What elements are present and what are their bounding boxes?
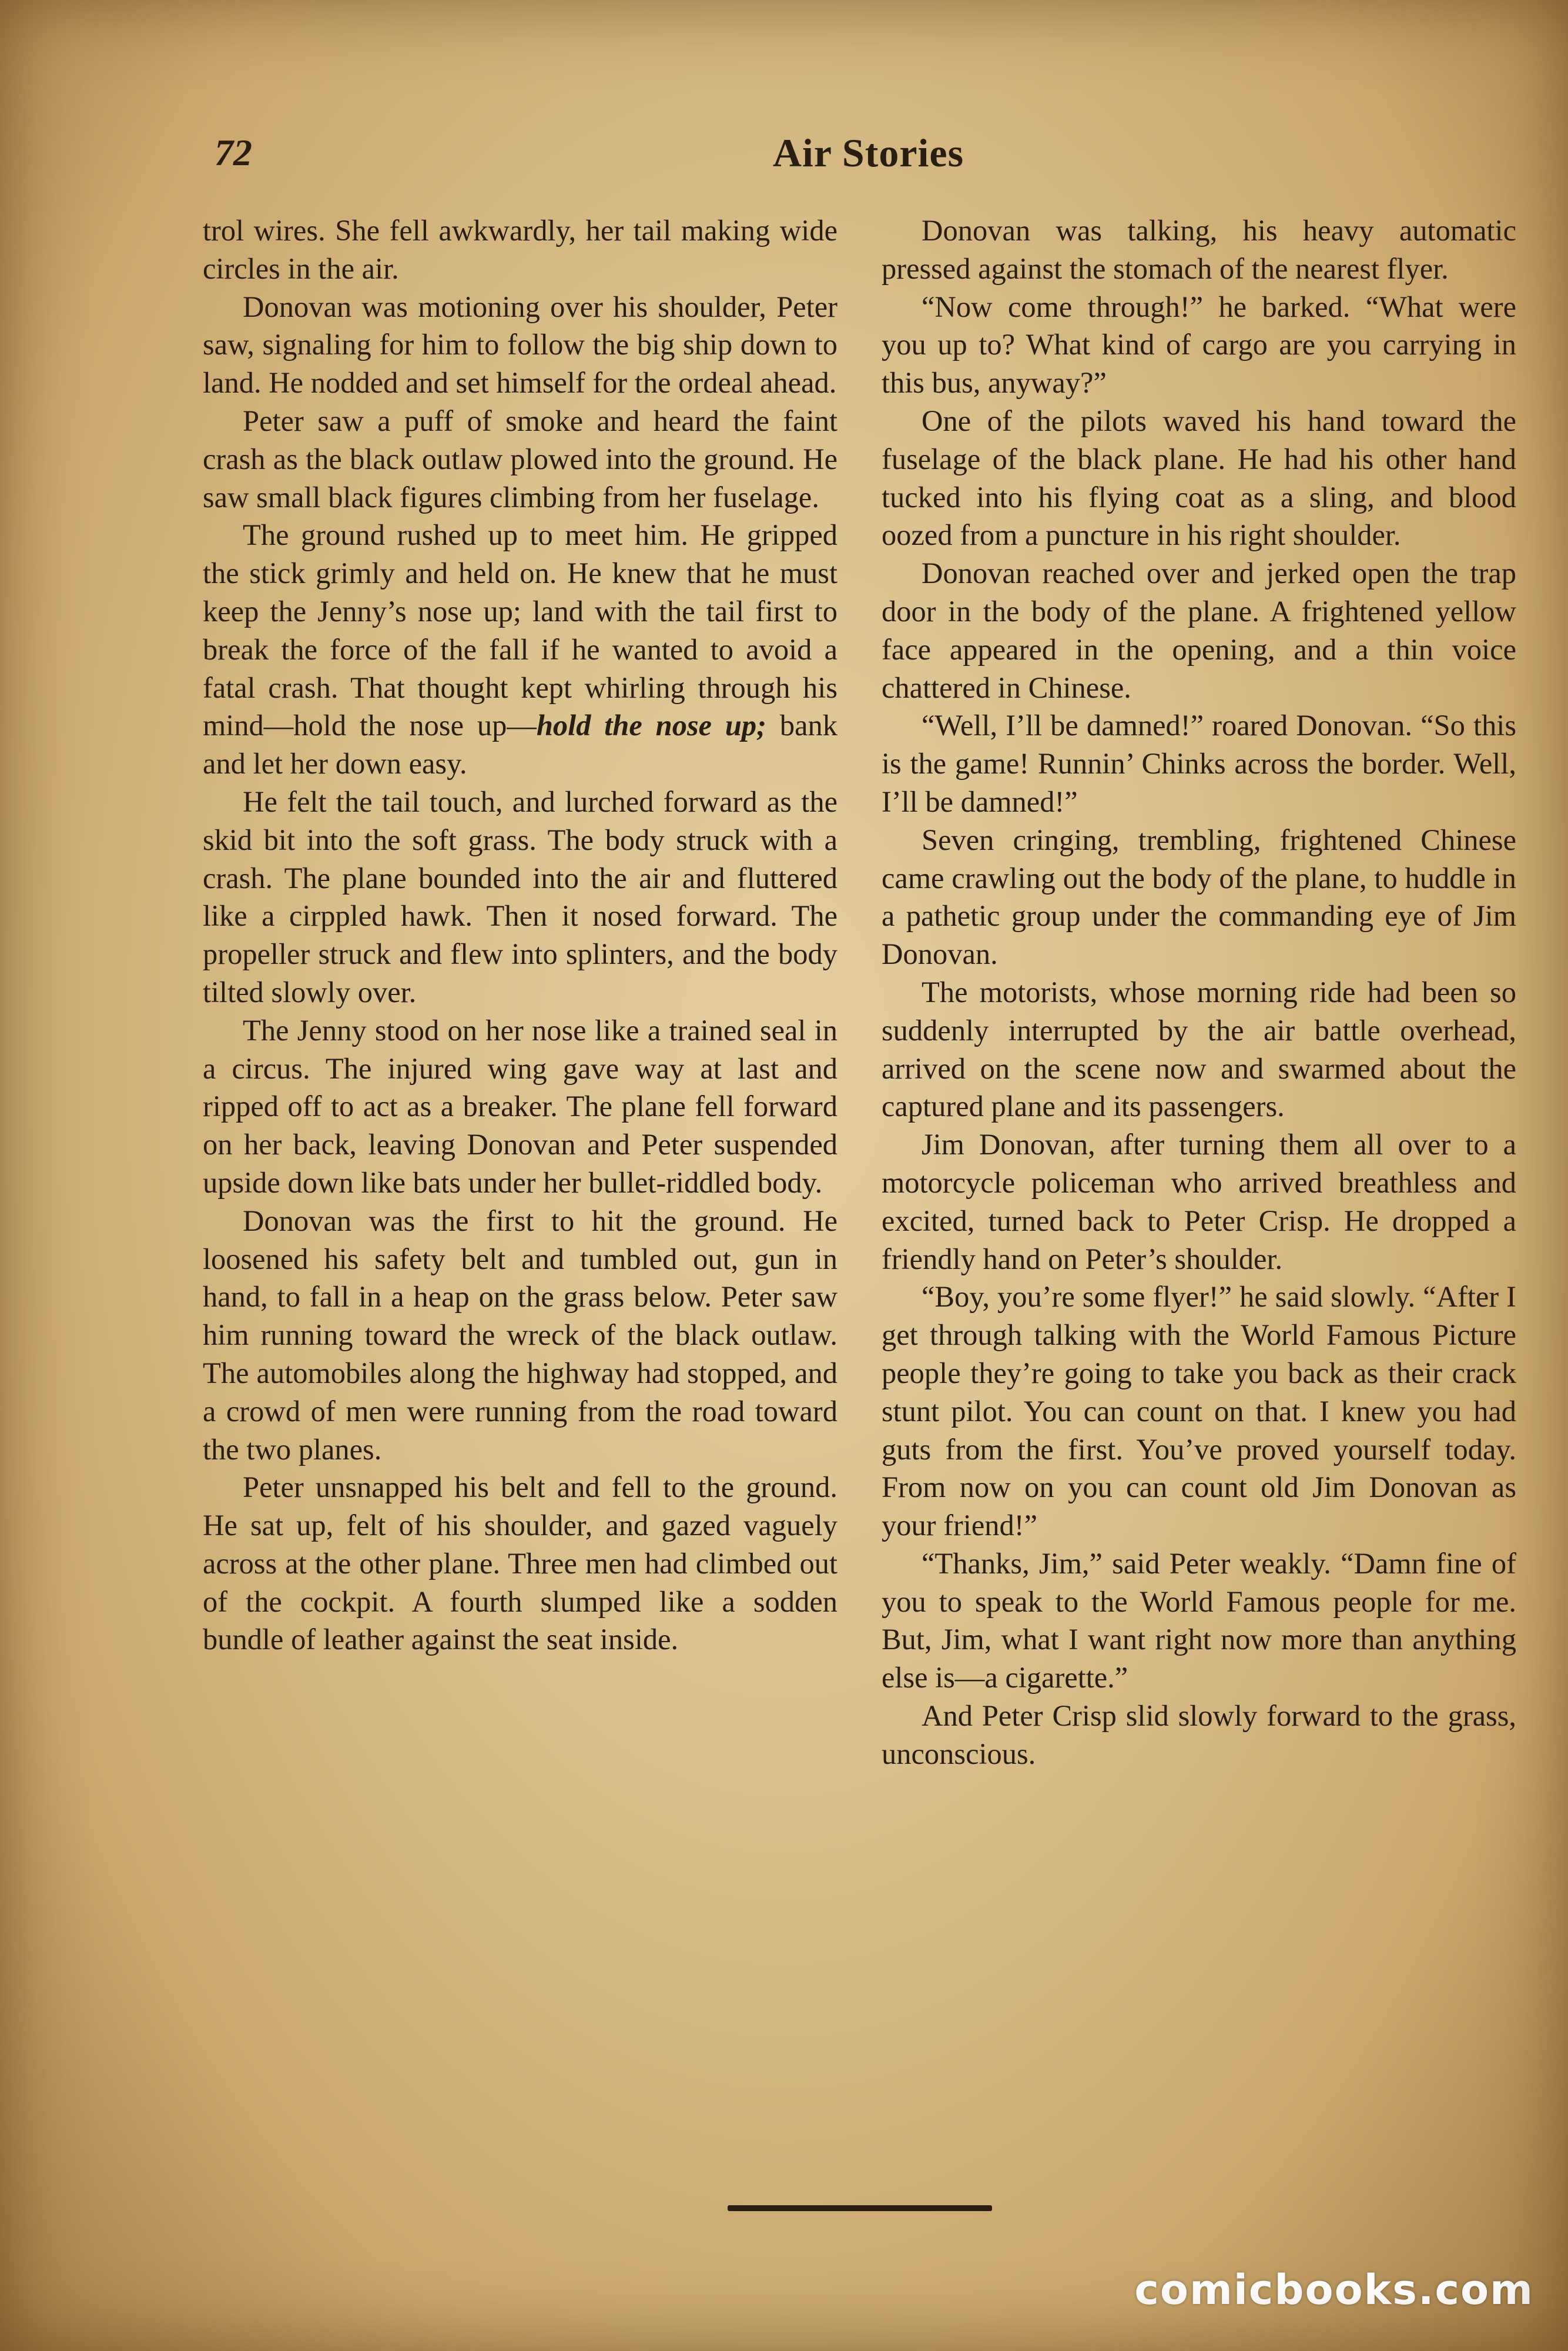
paragraph: Donovan was motioning over his shoulder, Peter saw, signaling for him to follow the big ship down to land. He nodded and set himself for the ordeal ahead. [203, 290, 837, 400]
paragraph: trol wires. She fell awkwardly, her tail making wide circles in the air. [203, 214, 837, 285]
paragraph: “Boy, you’re some flyer!” he said slowly. “After I get through talking with the World Famous Picture people they’re going to take you back as their crack stunt pilot. You can count on that. I knew you had guts from the first. You’ve proved yourself today. From now on you can count old Jim Donovan as your friend!” [882, 1280, 1516, 1542]
paragraph: He felt the tail touch, and lurched forward as the skid bit into the soft grass. The body struck with a crash. The plane bounded into the air and fluttered like a cirppled hawk. Then it nosed forward. The propeller struck and flew into splinters, and the body tilted slowly over. [203, 785, 837, 1009]
paragraph: Jim Donovan, after turning them all over to a motorcycle policeman who arrived breathless and excited, turned back to Peter Crisp. He dropped a friendly hand on Peter’s shoulder. [882, 1128, 1516, 1275]
paragraph: The motorists, whose morning ride had been so suddenly interrupted by the air battle overhead, arrived on the scene now and swarmed about the captured plane and its passengers. [882, 975, 1516, 1123]
paragraph: Peter saw a puff of smoke and heard the faint crash as the black outlaw plowed into the ground. He saw small black figures climbing from her fuselage. [203, 404, 837, 514]
left-column [203, 212, 837, 1659]
paragraph [203, 516, 837, 783]
page-number: 72 [215, 132, 252, 173]
paragraph: “Well, I’ll be damned!” roared Donovan. “So this is the game! Runnin’ Chinks across the border. Well, I’ll be damned!” [882, 709, 1516, 818]
paragraph: Donovan was the first to hit the ground. He loosened his safety belt and tumbled out, gun in hand, to fall in a heap on the grass below. Peter saw him running toward the wreck of the black outlaw. The automobiles along the highway had stopped, and a crowd of men were running from the road toward the two planes. [203, 1204, 837, 1466]
paragraph: The Jenny stood on her nose like a trained seal in a circus. The injured wing gave way at last and ripped off to act as a breaker. The plane fell forward on her back, leaving Donovan and Peter suspended upside down like bats under her bullet-riddled body. [203, 1013, 837, 1199]
paragraph: And Peter Crisp slid slowly forward to the grass, unconscious. [882, 1699, 1516, 1770]
emphasized-text: hold the nose up; [536, 709, 767, 742]
paragraph: One of the pilots waved his hand toward the fuselage of the black plane. He had his other hand tucked into his flying coat as a sling, and blood oozed from a puncture in his right shoulder. [882, 404, 1516, 552]
page-header [215, 120, 1522, 185]
paragraph: “Thanks, Jim,” said Peter weakly. “Damn fine of you to speak to the World Famous people for me. But, Jim, what I want right now more than anything else is—a cigarette.” [882, 1546, 1516, 1694]
paragraph-text: The ground rushed up to meet him. He gripped the stick grimly and held on. He knew that he must keep the Jenny’s nose up; land with the tail first to break the force of the fall if he wanted to avoid a fatal crash. That thought kept whirling through his mind—hold the nose up— [203, 518, 837, 742]
end-of-story-rule [728, 2205, 992, 2211]
paragraph-text: bank and let her down easy. [203, 709, 838, 781]
right-column [882, 212, 1516, 1773]
watermark-logo: comicbooks.com [1134, 2266, 1534, 2314]
paragraph: Donovan reached over and jerked open the trap door in the body of the plane. A frightened yellow face appeared in the opening, and a thin voice chattered in Chinese. [882, 557, 1516, 704]
paragraph: “Now come through!” he barked. “What were you up to? What kind of cargo are you carrying in this bus, anyway?” [882, 290, 1516, 400]
paragraph: Peter unsnapped his belt and fell to the ground. He sat up, felt of his shoulder, and gazed vaguely across at the other plane. Three men had climbed out of the cockpit. A fourth slumped like a sodden bundle of leather against the seat inside. [203, 1471, 837, 1656]
running-title: Air Stories [772, 130, 964, 175]
paragraph: Donovan was talking, his heavy automatic pressed against the stomach of the nearest flyer. [882, 214, 1516, 285]
paragraph: Seven cringing, trembling, frightened Chinese came crawling out the body of the plane, to huddle in a pathetic group under the commanding eye of Jim Donovan. [882, 823, 1516, 971]
